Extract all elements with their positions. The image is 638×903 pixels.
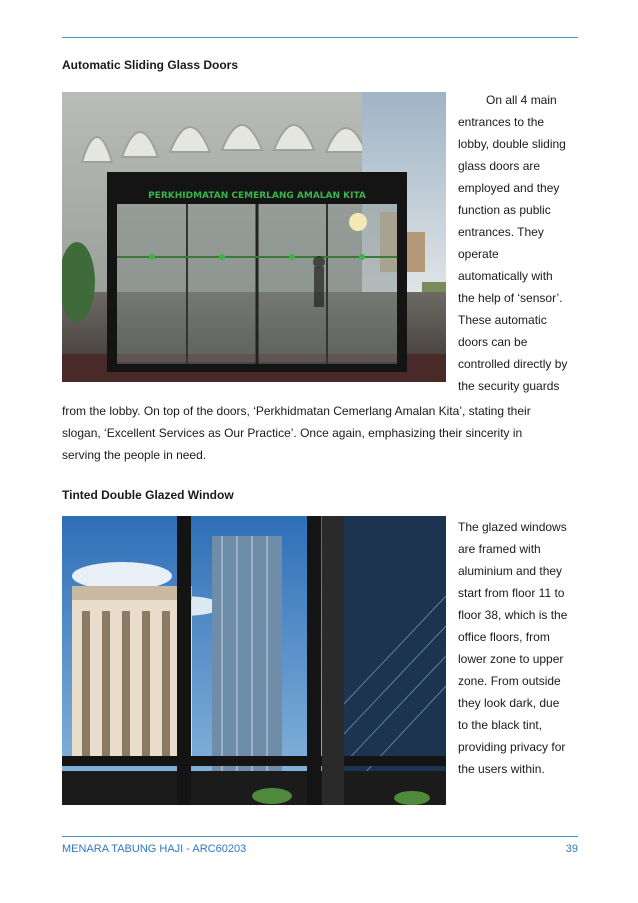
doors-side-line: employed and they [458, 181, 560, 195]
doors-side-line: function as public [458, 203, 551, 217]
window-side-line: lower zone to upper [458, 652, 564, 666]
page-number: 39 [565, 843, 578, 855]
doors-paragraph-line: serving the people in need. [62, 448, 207, 462]
doors-side-line: the security guards [458, 379, 560, 393]
door-sign-text: PERKHIDMATAN CEMERLANG AMALAN KITA [148, 191, 366, 201]
window-side-line: zone. From outside [458, 674, 561, 688]
doors-side-text [458, 89, 583, 397]
window-side-line: start from floor 11 to [458, 586, 565, 600]
doors-paragraph [62, 400, 582, 466]
header-rule [62, 37, 578, 38]
window-side-line: are framed with [458, 542, 541, 556]
doors-side-line: entrances to the [458, 115, 545, 129]
section-heading-window: Tinted Double Glazed Window [62, 488, 234, 502]
doors-side-line: operate [458, 247, 499, 261]
sliding-doors-photo [62, 92, 446, 382]
footer-rule [62, 836, 578, 837]
window-side-line: floor 38, which is the [458, 608, 568, 622]
doors-paragraph-line: from the lobby. On top of the doors, ‘Perkhidmatan Cemerlang Amalan Kita’, stating their [62, 404, 531, 418]
tinted-window-photo [62, 516, 446, 805]
doors-side-line: doors can be [458, 335, 528, 349]
doors-side-line: On all 4 main [486, 93, 557, 107]
window-side-line: The glazed windows [458, 520, 567, 534]
window-side-text [458, 516, 583, 780]
window-side-line: office floors, from [458, 630, 550, 644]
footer-title: MENARA TABUNG HAJI - ARC60203 [62, 843, 247, 855]
section-heading-doors: Automatic Sliding Glass Doors [62, 58, 239, 72]
window-side-line: the users within. [458, 762, 545, 776]
doors-side-line: controlled directly by [458, 357, 568, 371]
window-side-line: aluminium and they [458, 564, 563, 578]
doors-side-line: entrances. They [458, 225, 544, 239]
doors-side-line: the help of ‘sensor’. [458, 291, 563, 305]
window-side-line: providing privacy for [458, 740, 566, 754]
doors-side-line: These automatic [458, 313, 547, 327]
window-side-line: they look dark, due [458, 696, 560, 710]
doors-side-line: glass doors are [458, 159, 541, 173]
doors-side-line: lobby, double sliding [458, 137, 566, 151]
doors-paragraph-line: slogan, ‘Excellent Services as Our Practice’. Once again, emphasizing their sincerity in [62, 426, 523, 440]
window-side-line: to the black tint, [458, 718, 543, 732]
doors-side-line: automatically with [458, 269, 553, 283]
